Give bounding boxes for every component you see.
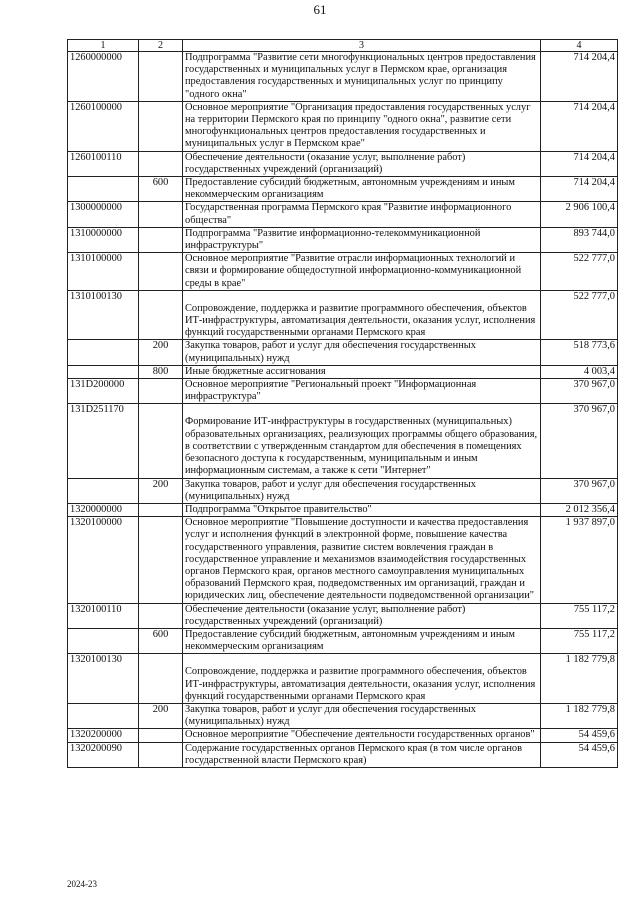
row-description: Предоставление субсидий бюджетным, автономным учреждениям и иным некоммерческим организациям [183,628,541,653]
row-description: Государственная программа Пермского края "Развитие информационного общества" [183,202,541,227]
row-expense-type [139,253,183,291]
table-row [68,365,618,378]
table-row [68,227,618,252]
row-amount: 2 906 100,4 [541,202,618,227]
table-row [68,404,618,478]
budget-table [67,39,618,768]
row-amount: 518 773,6 [541,340,618,365]
row-code [68,478,139,503]
row-code: 131D251170 [68,404,139,478]
header-col-2: 2 [139,40,183,52]
row-description: Обеспечение деятельности (оказание услуг, выполнение работ) государственных учреждений (организаций) [183,151,541,176]
row-code: 1320200000 [68,729,139,742]
row-description: Основное мероприятие "Развитие отрасли информационных технологий и связи и формирование общедоступной информационно-коммуникационной среды в крае" [183,253,541,291]
table-row [68,290,618,340]
row-amount: 893 744,0 [541,227,618,252]
row-expense-type [139,742,183,767]
header-col-3: 3 [183,40,541,52]
row-expense-type [139,503,183,516]
row-code: 1310100000 [68,253,139,291]
table-row [68,202,618,227]
row-expense-type [139,151,183,176]
row-amount: 755 117,2 [541,603,618,628]
footer-code: 2024-23 [67,879,97,889]
row-description: Основное мероприятие "Организация предоставления государственных услуг на территории Пермского края по принципу "одного окна", развитие сети многофункциональных центров предоставления государственных и муниципальных услуг в Пермском крае" [183,101,541,151]
table-header-row [68,40,618,52]
row-code: 1310000000 [68,227,139,252]
row-amount: 54 459,6 [541,742,618,767]
row-code: 131D200000 [68,379,139,404]
row-amount: 1 937 897,0 [541,517,618,603]
row-description: Содержание государственных органов Пермского края (в том числе органов государственной власти Пермского края) [183,742,541,767]
table-row [68,517,618,603]
row-description: Предоставление субсидий бюджетным, автономным учреждениям и иным некоммерческим организациям [183,177,541,202]
row-code [68,177,139,202]
row-description: Формирование ИТ-инфраструктуры в государственных (муниципальных) образовательных организациях, реализующих программы общего образования, в соответствии с утвержденным стандартом для обеспечения в помещениях безопасного доступа к государственным, муниципальным и иным информационным системам, а также к сети "Интернет" [183,404,541,478]
row-amount: 2 012 356,4 [541,503,618,516]
row-expense-type [139,227,183,252]
row-amount: 54 459,6 [541,729,618,742]
row-description: Обеспечение деятельности (оказание услуг, выполнение работ) государственных учреждений (организаций) [183,603,541,628]
row-expense-type [139,603,183,628]
header-col-1: 1 [68,40,139,52]
table-row [68,729,618,742]
table-row [68,52,618,102]
row-amount: 4 003,4 [541,365,618,378]
row-expense-type [139,101,183,151]
row-description: Закупка товаров, работ и услуг для обеспечения государственных (муниципальных) нужд [183,340,541,365]
table-row [68,340,618,365]
row-amount: 714 204,4 [541,101,618,151]
row-expense-type [139,202,183,227]
row-code: 1260100000 [68,101,139,151]
row-code [68,365,139,378]
row-expense-type: 200 [139,478,183,503]
table-row [68,742,618,767]
row-expense-type [139,404,183,478]
row-amount: 714 204,4 [541,177,618,202]
row-amount: 714 204,4 [541,151,618,176]
table-row [68,503,618,516]
row-expense-type [139,517,183,603]
table-row [68,151,618,176]
row-amount: 370 967,0 [541,478,618,503]
row-amount: 522 777,0 [541,253,618,291]
row-amount: 522 777,0 [541,290,618,340]
row-code: 1310100130 [68,290,139,340]
table-row [68,253,618,291]
row-amount: 755 117,2 [541,628,618,653]
row-description: Основное мероприятие "Обеспечение деятельности государственных органов" [183,729,541,742]
row-amount: 1 182 779,8 [541,703,618,728]
row-expense-type: 200 [139,703,183,728]
row-code: 1260100110 [68,151,139,176]
header-col-4: 4 [541,40,618,52]
row-description: Сопровождение, поддержка и развитие программного обеспечения, объектов ИТ-инфраструктуры, автоматизация деятельности, оказания услуг, исполнения функций государственными органами Пермского края [183,654,541,704]
row-expense-type [139,654,183,704]
row-code [68,628,139,653]
row-code: 1300000000 [68,202,139,227]
row-code: 1320100130 [68,654,139,704]
row-description: Подпрограмма "Развитие сети многофункциональных центров предоставления государственных и муниципальных услуг в Пермском крае, организация предоставления государственных и муниципальных услуг по принципу "одного окна" [183,52,541,102]
row-code: 1320100000 [68,517,139,603]
row-description: Основное мероприятие "Региональный проект "Информационная инфраструктура" [183,379,541,404]
row-code: 1320000000 [68,503,139,516]
table-row [68,703,618,728]
table-body [68,52,618,768]
row-code: 1320200090 [68,742,139,767]
row-description: Подпрограмма "Открытое правительство" [183,503,541,516]
row-code [68,703,139,728]
table-row [68,603,618,628]
row-code: 1260000000 [68,52,139,102]
row-expense-type [139,52,183,102]
row-amount: 714 204,4 [541,52,618,102]
table-row [68,379,618,404]
row-description: Основное мероприятие "Повышение доступности и качества предоставления услуг и исполнения функций в электронной форме, повышение качества государственного управления, развитие систем вовлечения граждан в государственное управление и механизмов взаимодействия государственных органов Пермского края, органов местного самоуправления муниципальных образований Пермского края, подведомственных им организаций, граждан и юридических лиц, обеспечение деятельности подведомственной организации" [183,517,541,603]
table-row [68,101,618,151]
row-description: Закупка товаров, работ и услуг для обеспечения государственных (муниципальных) нужд [183,703,541,728]
row-amount: 370 967,0 [541,379,618,404]
row-expense-type: 600 [139,177,183,202]
row-description: Сопровождение, поддержка и развитие программного обеспечения, объектов ИТ-инфраструктуры, автоматизация деятельности, оказания услуг, исполнения функций государственными органами Пермского края [183,290,541,340]
row-expense-type [139,729,183,742]
table-row [68,177,618,202]
table-row [68,478,618,503]
row-description: Иные бюджетные ассигнования [183,365,541,378]
row-expense-type [139,379,183,404]
page-number: 61 [313,2,327,17]
row-amount: 1 182 779,8 [541,654,618,704]
table-row [68,628,618,653]
row-description: Закупка товаров, работ и услуг для обеспечения государственных (муниципальных) нужд [183,478,541,503]
row-expense-type: 600 [139,628,183,653]
row-expense-type: 200 [139,340,183,365]
row-amount: 370 967,0 [541,404,618,478]
row-expense-type: 800 [139,365,183,378]
row-code: 1320100110 [68,603,139,628]
row-description: Подпрограмма "Развитие информационно-телекоммуникационной инфраструктуры" [183,227,541,252]
row-code [68,340,139,365]
table-row [68,654,618,704]
row-expense-type [139,290,183,340]
